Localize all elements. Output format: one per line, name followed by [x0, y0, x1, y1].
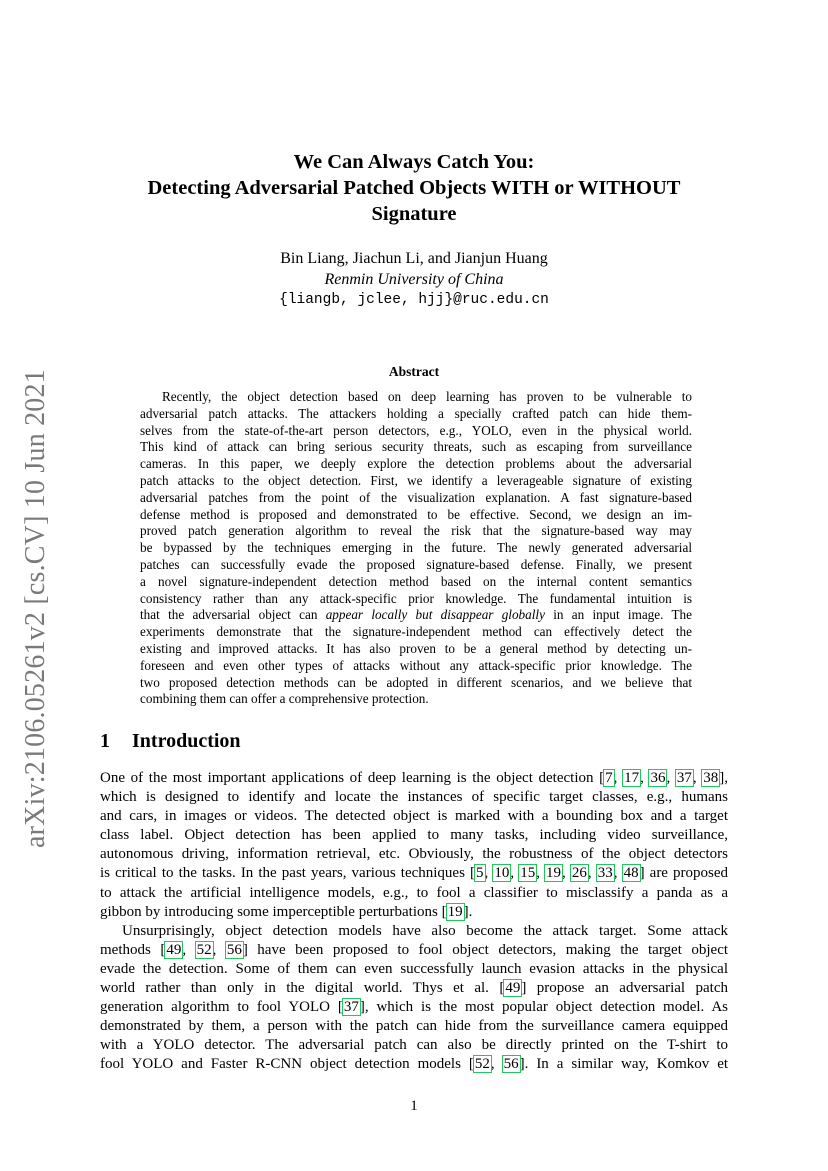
abstract-line: cameras. In this paper, we deeply explore the detection problems about the adversarial — [140, 456, 692, 472]
body-text: One of the most important applications of deep learning is the object detection [ — [100, 770, 605, 786]
body-text: world rather than only in the digital world. Thys et al. [ — [100, 980, 505, 997]
abstract-line: proved patch generation algorithm to reveal the risk that the signature-based way may — [140, 523, 692, 539]
body-text: ]. In a similar way, Komkov et — [519, 1056, 729, 1073]
citation-link[interactable]: 5 — [476, 865, 484, 882]
abstract-line: adversarial patch attacks. The attackers holding a specially crafted patch can hide them- — [140, 405, 692, 421]
body-text: ], — [719, 770, 729, 786]
body-text: ] have been proposed to fool object detectors, making the target object — [242, 941, 729, 958]
citation-link[interactable]: 33 — [597, 865, 613, 882]
abstract-line — [140, 607, 692, 624]
abstract-body — [140, 389, 692, 708]
abstract-heading: Abstract — [388, 364, 440, 379]
body-line — [100, 903, 728, 922]
abstract-line: experiments demonstrate that the signature-independent method can effectively detect the — [140, 624, 692, 640]
citation-link[interactable]: 36 — [650, 770, 666, 786]
citation-link[interactable]: 49 — [505, 980, 521, 997]
body-line: with a YOLO detector. The adversarial patch can also be directly printed on the T-shirt to — [100, 1037, 728, 1054]
abstract-line: consistency rather than any attack-specific prior knowledge. The fundamental intuition is — [140, 590, 692, 606]
body-line: which is designed to identify and locate the instances of specific target classes, e.g., humans — [100, 789, 728, 806]
citation-link[interactable]: 19 — [447, 903, 463, 920]
section-heading — [100, 730, 241, 753]
abstract-text: in an input image. The — [544, 607, 692, 623]
abstract-line: combining them can offer a comprehensive protection. — [140, 691, 429, 707]
citation-link[interactable]: 10 — [494, 865, 510, 882]
abstract-line: existing and improved attacks. It has also proven to be a general method by detecting un- — [140, 640, 692, 656]
body-text: ] are proposed — [639, 865, 729, 882]
citation-link[interactable]: 7 — [605, 770, 613, 786]
abstract-line: a novel signature-independent detection method based on the internal content semantics — [140, 573, 692, 589]
citation-link[interactable]: 52 — [474, 1056, 490, 1073]
body-line: is critical to the tasks. In the past years, various techniques [5, 10, 15, 19, 26, 33, 48] are proposed — [100, 865, 729, 882]
title-line-2: Detecting Adversarial Patched Objects WITH or WITHOUT — [147, 177, 681, 199]
body-line: fool YOLO and Faster R-CNN object detection models [52, 56]. In a similar way, Komkov et — [100, 1056, 729, 1073]
citation-link[interactable]: 38 — [703, 770, 719, 786]
abstract-line: adversarial patches from the point of the visualization explanation. A fast signature-based — [140, 489, 692, 505]
body-line — [100, 998, 728, 1017]
abstract-line: two proposed detection methods can be adopted in different scenarios, and we believe that — [140, 674, 692, 690]
body-line: and cars, in images or videos. The detected object is marked with a bounding box and a target — [100, 808, 728, 825]
author-block — [100, 248, 728, 311]
body-text: ]. — [463, 903, 473, 920]
abstract-line: foreseen and even other types of attacks without any attack-specific prior knowledge. The — [140, 657, 692, 673]
author-names: Bin Liang, Jiachun Li, and Jianjun Huang — [280, 250, 548, 267]
section-title: Introduction — [132, 730, 241, 752]
author-email: {liangb, jclee, hjj}@ruc.edu.cn — [279, 292, 549, 308]
citation-link[interactable]: 49 — [166, 941, 182, 958]
abstract-text: that the adversarial object can — [140, 607, 326, 623]
citation-link[interactable]: 17 — [624, 770, 640, 786]
body-line: class label. Object detection has been applied to many tasks, including video surveillance, — [100, 827, 728, 844]
abstract-emphasis: appear locally but disappear globally — [325, 607, 545, 623]
body-line: evade the detection. Some of them can even successfully launch evasion attacks in the physical — [100, 960, 728, 977]
affiliation: Renmin University of China — [324, 271, 504, 288]
abstract-line: selves from the state-of-the-art person detectors, e.g., YOLO, even in the physical world. — [140, 422, 692, 438]
body-text: is critical to the tasks. In the past years, various techniques [ — [100, 865, 476, 882]
citation-link[interactable]: 37 — [676, 770, 692, 786]
abstract-line: be bypassed by the techniques emerging in the future. The newly generated adversarial — [140, 540, 692, 556]
body-text: generation algorithm to fool YOLO [ — [100, 999, 343, 1016]
citation-link[interactable]: 52 — [196, 941, 212, 958]
body-line — [100, 979, 728, 998]
abstract-line: Recently, the object detection based on deep learning has proven to be vulnerable to — [162, 389, 692, 404]
citation-link[interactable]: 56 — [226, 941, 242, 958]
citation-link[interactable]: 37 — [343, 999, 359, 1016]
title-line-1: We Can Always Catch You: — [293, 151, 535, 173]
body-line: demonstrated by them, a person with the patch can hide from the surveillance camera equipped — [100, 1018, 728, 1035]
abstract-line: patches can successfully evade the proposed signature-based defense. Finally, we present — [140, 556, 692, 572]
section-number: 1 — [100, 730, 110, 752]
introduction-body — [100, 769, 728, 1075]
body-text: ] propose an adversarial patch — [521, 980, 729, 997]
body-line: methods [49, 52, 56] have been proposed to fool object detectors, making the target object — [100, 941, 729, 958]
body-text: gibbon by introducing some imperceptible perturbations [ — [100, 903, 447, 920]
arxiv-identifier: arXiv:2106.05261v2 [cs.CV] 10 Jun 2021 — [20, 369, 51, 848]
body-line: Unsurprisingly, object detection models have also become the attack target. Some attack — [122, 922, 728, 939]
citation-link[interactable]: 48 — [623, 865, 639, 882]
abstract-line: patch attacks to the object detection. First, we identify a leverageable signature of existing — [140, 472, 692, 488]
abstract-line: defense method is proposed and demonstrated to be effective. Second, we design an im- — [140, 506, 692, 522]
body-text: ], which is the most popular object detection model. As — [359, 999, 728, 1016]
abstract-line: This kind of attack can bring serious security threats, such as escaping from surveillance — [140, 439, 692, 455]
title-line-3: Signature — [371, 203, 457, 225]
body-text: fool YOLO and Faster R-CNN object detection models [ — [100, 1056, 474, 1073]
body-line: One of the most important applications of deep learning is the object detection [7, 17, 36, 37, 38], — [100, 770, 729, 786]
citation-link[interactable]: 26 — [571, 865, 587, 882]
citation-link[interactable]: 19 — [546, 865, 562, 882]
paper-title — [100, 149, 728, 227]
body-text: methods [ — [100, 941, 166, 958]
body-line: to attack the artificial intelligence models, e.g., to fool a classifier to misclassify a panda as a — [100, 884, 728, 901]
citation-link[interactable]: 15 — [520, 865, 536, 882]
body-line: autonomous driving, information retrieval, etc. Obviously, the robustness of the object detectors — [100, 846, 728, 863]
page-number: 1 — [410, 1098, 418, 1114]
citation-link[interactable]: 56 — [503, 1056, 519, 1073]
